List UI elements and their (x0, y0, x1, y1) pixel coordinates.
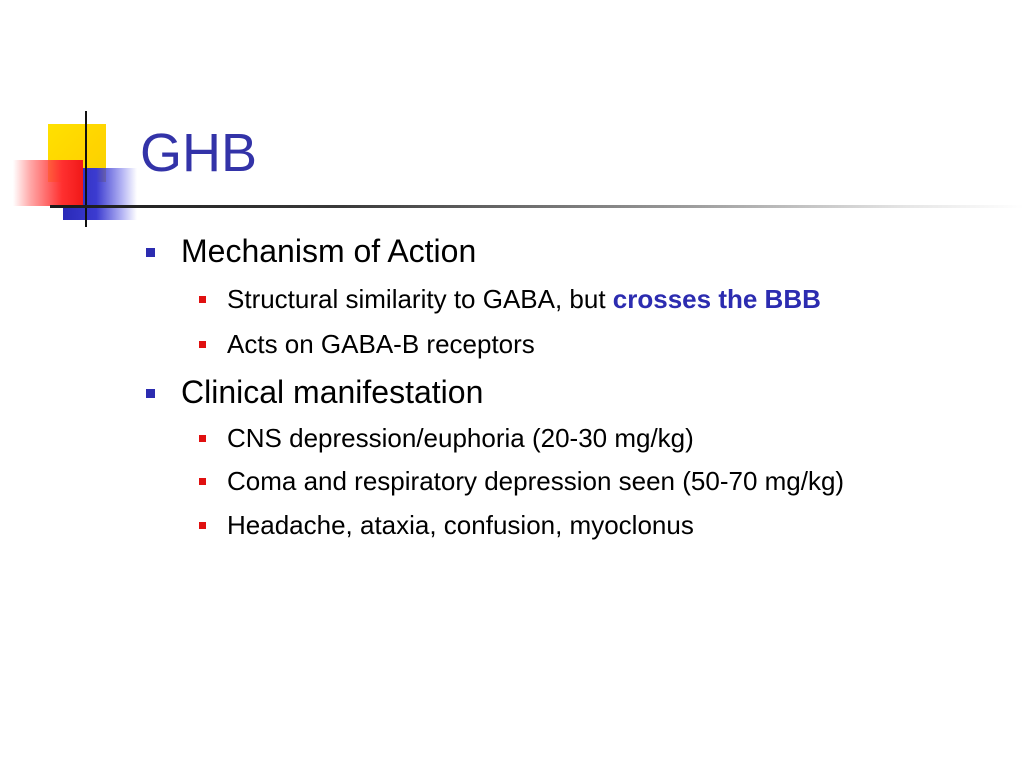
list-item-clinical (146, 371, 986, 413)
list-item-mechanism (146, 230, 986, 272)
square-bullet-icon (199, 522, 206, 529)
sub-item-coma (227, 464, 986, 499)
logo-vertical-line (85, 111, 87, 227)
emphasis-text: crosses the BBB (612, 284, 821, 314)
logo-red-square (13, 160, 83, 206)
square-bullet-icon (199, 296, 206, 303)
sub-item-cns-depression (227, 421, 986, 456)
sub-item-structural-similarity (227, 282, 986, 317)
square-bullet-icon (146, 389, 155, 398)
sub-item-headache (227, 508, 986, 543)
slide-title: GHB (140, 123, 258, 183)
title-underline (50, 205, 1024, 208)
square-bullet-icon (199, 341, 206, 348)
sub-item-label: Structural similarity to GABA, but (227, 284, 613, 314)
square-bullet-icon (199, 478, 206, 485)
sub-item-label: CNS depression/euphoria (20-30 mg/kg) (227, 423, 694, 453)
list-item-label: Clinical manifestation (181, 374, 484, 410)
square-bullet-icon (199, 435, 206, 442)
sub-item-label: Acts on GABA-B receptors (227, 329, 535, 359)
sub-item-label: Coma and respiratory depression seen (50-70 mg/kg) (227, 466, 845, 496)
list-item-label: Mechanism of Action (181, 233, 477, 269)
sub-item-label: Headache, ataxia, confusion, myoclonus (227, 510, 694, 540)
bullet-list (146, 230, 986, 543)
square-bullet-icon (146, 248, 155, 257)
sub-item-gaba-b (227, 327, 986, 362)
